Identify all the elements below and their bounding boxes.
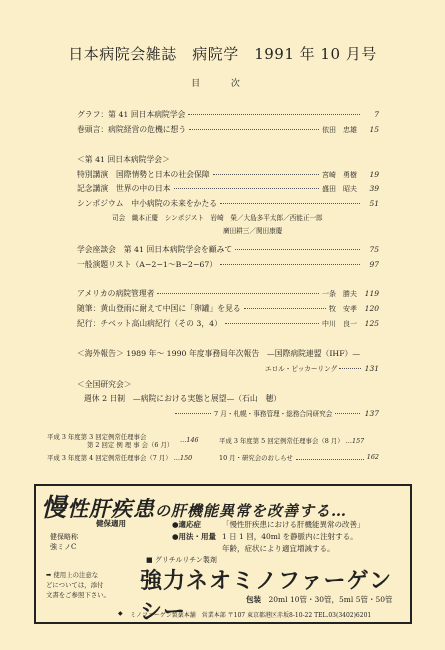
section-heading: ＜第 41 回日本病院学会＞ [77,155,170,164]
indication-text: 「慢性肝疾患における肝機能異常の改善」 [222,520,365,529]
dosage-text-2: 年齢，症状により適宜増減する。 [222,544,335,553]
insurance-label: 健保適用 [96,519,126,528]
bullet-icon: ● [172,520,179,529]
toc-entry[interactable]: 一般演題リスト（A−2−1〜B−2−67） 97 [77,260,379,269]
usage-note: ➡ 使用上の注意な どについては，添付 文書をご参照下さい。 [46,571,110,599]
toc-entry[interactable]: 記念講演 世界の中の日本 盛田 昭夫 39 [77,184,379,193]
indication-row: ●適応症 [172,520,202,529]
glycyrrhizin-label: ■ グリチルリチン製剤 [146,556,217,564]
symposium-participants: 廣田耕三／関田康慶 [223,227,283,235]
toc-entry[interactable]: エロル・ピッカーリング 131 [265,364,379,373]
notice-meeting-c[interactable]: 平成 3 年度第 4 回定例常任理事会（7 月） …150 [47,454,193,462]
toc-entry[interactable]: 紀行：チベット高山病紀行（その 3，4） 中川 良一 125 [77,319,379,328]
product-name: 強力ネオミノファーゲンシー [140,568,393,625]
toc-entry[interactable]: 学会座談会 第 41 回日本病院学会を顧みて 75 [77,245,379,254]
toc-entry[interactable]: 随筆：黄山登雨に耐えて中国に「卵罐」を見る 牧 安孝 120 [77,304,379,313]
dosage-text-1: 1 日 1 回，40ml を静脈内に注射する。 [222,532,358,541]
toc-entry[interactable]: 週休 2 日制 —病院における実態と展望—（石山 穂） [84,394,282,403]
arrow-icon: ➡ [46,571,52,579]
toc-entry[interactable]: ＜海外報告＞ 1989 年〜 1990 年度事務局年次報告 —国際病院連盟（IHF）— [77,349,361,358]
advertisement[interactable] [34,484,412,624]
square-icon: ■ [146,556,153,564]
ad-headline: 慢性肝疾患の肝機能異常を改善する… [41,493,348,522]
toc-entry[interactable]: アメリカの病院管理者 一条 勝夫 119 [77,289,379,298]
package-row: 包装 20ml 10管・30管，5ml 5管・50管 [246,595,393,604]
toc-entry[interactable]: 7 月・札幌・事務管理・総務合同研究会 137 [172,408,379,420]
notice-page: …146 [180,436,199,444]
notice-meeting-a2: 第 2 回定 例 理 事 会（6 月） [87,441,174,449]
bullet-icon: ● [172,532,179,541]
contents-heading: 目 次 [191,79,254,89]
toc-entry[interactable]: シンポジウム 中小病院の未来をかたる 51 [77,199,379,208]
abbrev-label: 健保略称 [50,533,78,541]
toc-entry[interactable]: 特別講演 国際情勢と日本の社会保障 宮崎 勇樹 19 [77,170,379,179]
symposium-participants: 司会 織本正慶 シンポジスト 岩崎 榮／大島多平太郎／西能正一郎 [112,214,323,222]
notice-meeting-a[interactable]: 平成 3 年度第 3 回定例常任理事会 [47,433,147,441]
notice-research[interactable]: 10 月・研究会のおしらせ 162 [219,453,379,462]
company-logo-icon: ◆ [118,610,123,617]
toc-entry[interactable]: グラフ：第 41 回日本病院学会 7 [77,110,379,119]
notice-meeting-b[interactable]: 平成 3 年度第 5 回定例常任理事会（8 月） …157 [219,437,365,445]
abbrev-value: 強ミノC [50,543,77,551]
section-heading: ＜全国研究会＞ [77,380,132,389]
dosage-row: ●用法・用量 [172,532,217,541]
company-info: ミノファーゲン製薬本舗 営業本部 〒107 東京都港区赤坂8-10-22 TEL.03(3402)6201 [130,612,372,619]
toc-entry[interactable]: 巻頭言：病院経営の危機に想う 依田 忠雄 15 [77,125,379,134]
journal-title: 日本病院会雑誌 病院学 1991 年 10 月号 [68,45,377,63]
